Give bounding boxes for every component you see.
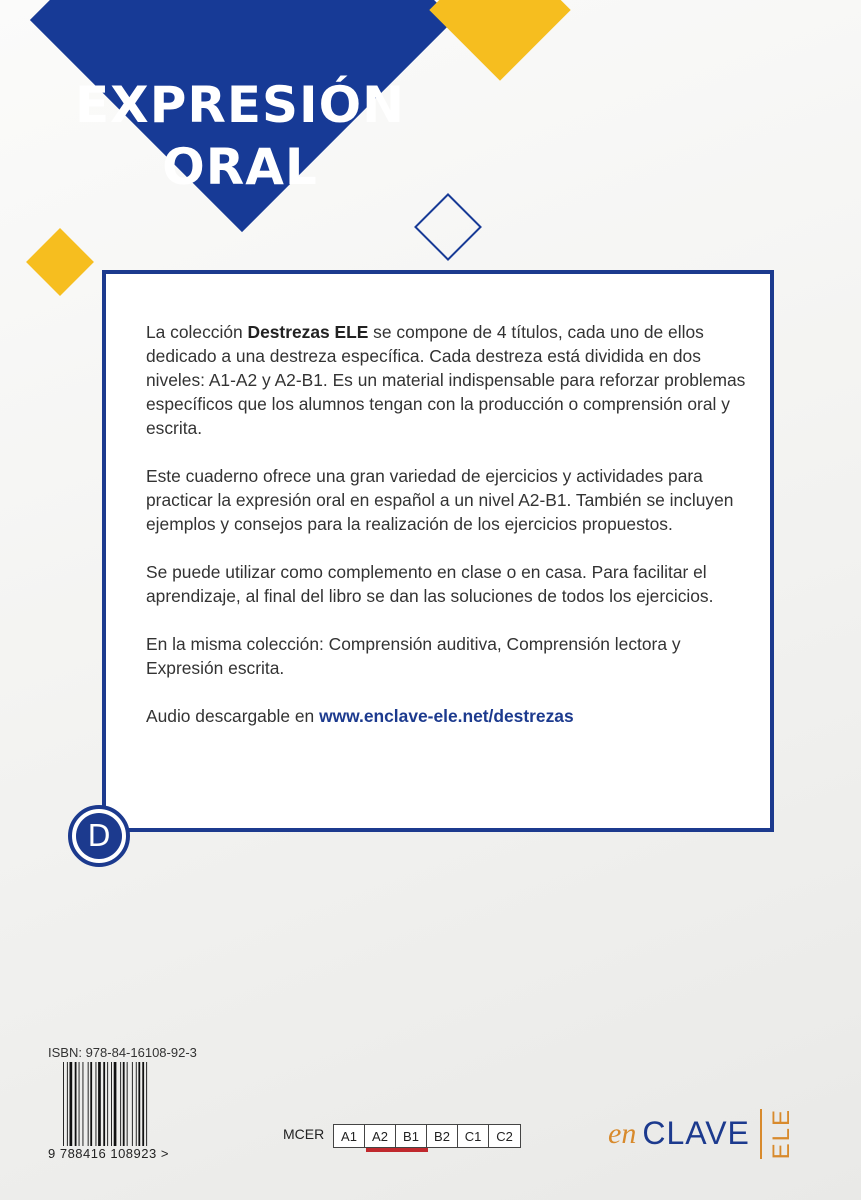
mcer-levels (333, 1124, 521, 1148)
barcode-bar (114, 1062, 117, 1146)
barcode-bar (146, 1062, 147, 1146)
barcode-bar (70, 1062, 73, 1146)
level-a2: A2 (365, 1125, 396, 1147)
barcode-digits: 9 788416 108923 > (48, 1146, 169, 1161)
barcode-icon (62, 1062, 180, 1146)
outline-diamond (414, 193, 482, 261)
barcode-bar (107, 1062, 108, 1146)
barcode-bar (136, 1062, 137, 1146)
level-b1: B1 (396, 1125, 427, 1147)
barcode-bar (79, 1062, 80, 1146)
logo-ele: ELE (767, 1108, 795, 1160)
barcode-bar (83, 1062, 84, 1146)
barcode-bar (103, 1062, 105, 1146)
barcode-bar (88, 1062, 89, 1146)
barcode-bar (120, 1062, 121, 1146)
barcode-bar (132, 1062, 133, 1146)
barcode-bar (142, 1062, 144, 1146)
barcode-bar (98, 1062, 101, 1146)
level-c2: C2 (496, 1128, 513, 1144)
barcode-bar (63, 1062, 64, 1146)
logo-en: en (608, 1116, 637, 1150)
yellow-square-left (26, 228, 94, 296)
paragraph-workbook: Este cuaderno ofrece una gran variedad de ejercicios y actividades para practicar la expresión oral en español a un nivel A2-B1. También se incluyen ejemplos y consejos para la realización de los ejercicios propuestos. (146, 466, 734, 534)
description-text (146, 320, 746, 752)
description-panel (102, 270, 774, 832)
barcode-bar (67, 1062, 68, 1146)
barcode-bar (138, 1062, 140, 1146)
barcode-bar (90, 1062, 92, 1146)
level-a1: A1 (334, 1125, 365, 1147)
audio-download-link[interactable]: www.enclave-ele.net/destrezas (319, 706, 574, 726)
logo-divider (760, 1109, 762, 1159)
level-b2: B2 (427, 1125, 458, 1147)
paragraph-same-collection: En la misma colección: Comprensión auditiva, Comprensión lectora y Expresión escrita. (146, 634, 681, 678)
barcode-bar (96, 1062, 97, 1146)
mcer-label: MCER (283, 1126, 325, 1142)
isbn-label: ISBN: 978-84-16108-92-3 (48, 1045, 197, 1060)
title-line-1: EXPRESIÓN (75, 76, 405, 134)
barcode-bar (75, 1062, 77, 1146)
level-highlight-bar (366, 1148, 428, 1152)
title-line-2: ORAL (162, 138, 318, 196)
barcode-bar (127, 1062, 128, 1146)
destrezas-badge (68, 805, 130, 867)
paragraph-usage: Se puede utilizar como complemento en clase o en casa. Para facilitar el aprendizaje, al final del libro se dan las soluciones de todos los ejercicios. (146, 562, 714, 606)
logo-clave: CLAVE (642, 1115, 750, 1152)
barcode-bar (111, 1062, 112, 1146)
barcode-bar (123, 1062, 125, 1146)
collection-name: Destrezas ELE (247, 322, 369, 342)
enclave-ele-logo (608, 1108, 794, 1159)
yellow-square-top (429, 0, 570, 81)
paragraph-collection: La colección Destrezas ELE se compone de 4 títulos, cada uno de ellos dedicado a una destreza específica. Cada destreza está dividida en dos niveles: A1-A2 y A2-B1. Es un material indispensable para reforzar problemas específicos que los alumnos tengan con la producción o comprensión oral y escrita. (146, 322, 746, 438)
level-c1: C1 (458, 1125, 489, 1147)
badge-letter: D (76, 813, 122, 859)
paragraph-audio: Audio descargable en www.enclave-ele.net/destrezas (146, 706, 574, 726)
